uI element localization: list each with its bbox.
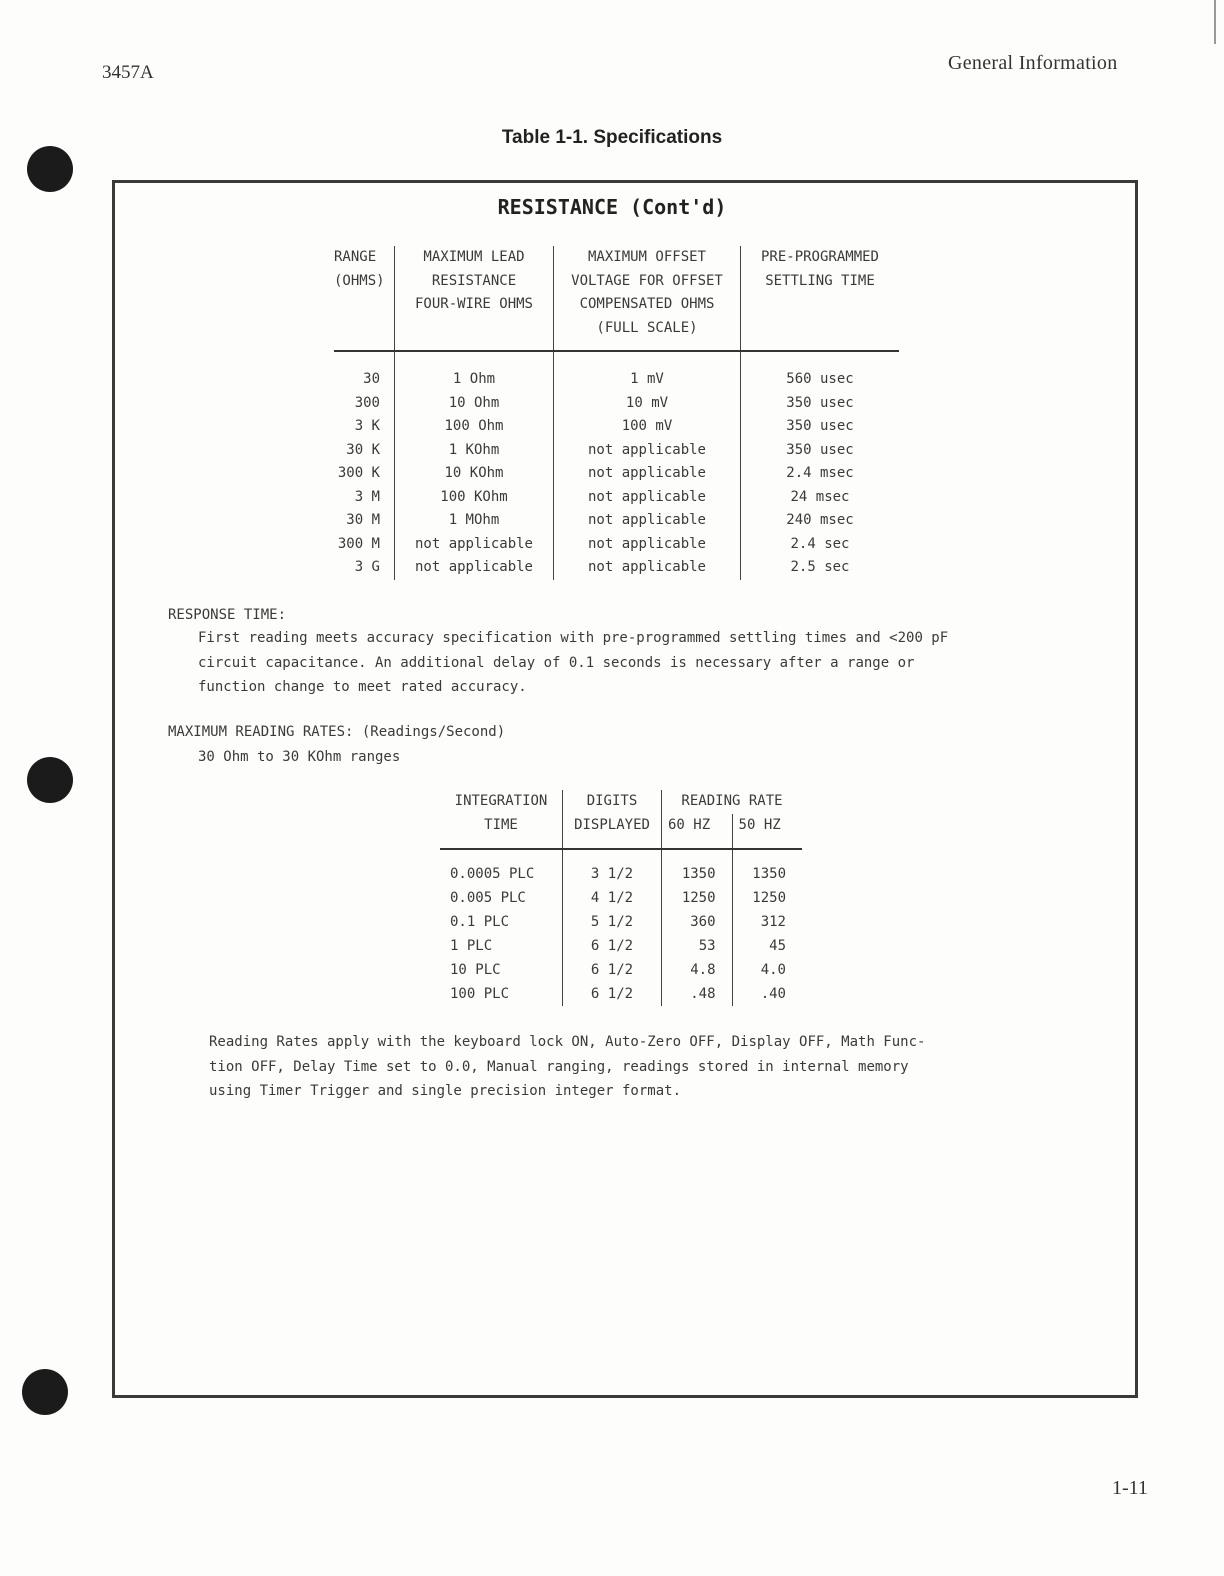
table-cell: 30 K — [346, 441, 380, 458]
note-line: Reading Rates apply with the keyboard lock ON, Auto-Zero OFF, Display OFF, Math Func- — [209, 1034, 926, 1050]
table-cell: 350 usec — [741, 415, 900, 439]
header-max-lead-resistance: MAXIMUM LEAD RESISTANCE FOUR-WIRE OHMS — [395, 246, 554, 351]
table-cell: 300 M — [337, 535, 380, 552]
table-cell: not applicable — [554, 462, 741, 486]
table-cell: 0.1 PLC — [450, 913, 510, 930]
table-cell: 3 K — [354, 418, 380, 434]
table-cell: 6 1/2 — [563, 934, 662, 958]
binder-hole-bottom — [22, 1369, 68, 1415]
binder-hole-middle — [27, 757, 73, 803]
table-cell: 6 1/2 — [563, 982, 662, 1006]
table-cell: 45 — [732, 934, 802, 958]
table-cell: 2.4 sec — [741, 533, 900, 557]
table-cell: 4 1/2 — [563, 886, 662, 910]
table-row — [334, 439, 899, 463]
table-cell: 5 1/2 — [563, 910, 662, 934]
chapter-title: General Information — [948, 52, 1118, 74]
table-cell: not applicable — [395, 556, 554, 580]
reading-rates-note — [209, 1030, 925, 1104]
table-cell: 100 PLC — [450, 985, 510, 1002]
table-cell: 2.5 sec — [741, 556, 900, 580]
table-cell: 53 — [662, 934, 733, 958]
note-line: using Timer Trigger and single precision integer format. — [209, 1083, 682, 1099]
table-cell: 30 — [363, 371, 380, 387]
table-cell: 10 KOhm — [395, 462, 554, 486]
table-cell: not applicable — [554, 556, 741, 580]
table-cell: 100 mV — [554, 415, 741, 439]
table-cell: 1 KOhm — [395, 439, 554, 463]
table-cell: not applicable — [554, 439, 741, 463]
table-cell: not applicable — [554, 486, 741, 510]
table-header-row — [334, 246, 899, 351]
table-cell: 3 G — [354, 559, 380, 575]
header-50hz: 50 HZ — [732, 814, 802, 849]
table-row — [440, 934, 802, 958]
table-cell: 10 mV — [554, 392, 741, 416]
table-cell: 1 PLC — [450, 937, 493, 954]
table-cell: not applicable — [395, 533, 554, 557]
table-cell: 2.4 msec — [741, 462, 900, 486]
response-time-text — [198, 626, 948, 700]
binder-hole-top — [27, 146, 73, 192]
table-cell: .40 — [732, 982, 802, 1006]
table-cell: 4.0 — [732, 958, 802, 982]
max-reading-rates-label: MAXIMUM READING RATES: (Readings/Second) — [168, 724, 506, 740]
table-cell: 1 Ohm — [395, 351, 554, 392]
table-cell: 10 PLC — [450, 961, 501, 978]
header-digits-displayed: DIGITS DISPLAYED — [563, 790, 662, 849]
table-cell: 0.0005 PLC — [450, 865, 535, 882]
table-cell: 312 — [732, 910, 802, 934]
response-time-line: First reading meets accuracy specification with pre-programmed settling times and <200 pF — [198, 630, 949, 646]
table-cell: 0.005 PLC — [450, 889, 526, 906]
table-cell: 100 KOhm — [395, 486, 554, 510]
header-max-offset-voltage: MAXIMUM OFFSET VOLTAGE FOR OFFSET COMPENSATED OHMS (FULL SCALE) — [554, 246, 741, 351]
table-cell: 350 usec — [741, 392, 900, 416]
table-cell: 300 — [354, 394, 380, 411]
table-cell: 1 MOhm — [395, 509, 554, 533]
response-time-label: RESPONSE TIME: — [168, 607, 287, 623]
table-row — [334, 533, 899, 557]
page-edge-mark — [1214, 0, 1216, 44]
header-reading-rate: READING RATE — [662, 790, 803, 814]
ranges-sublabel: 30 Ohm to 30 KOhm ranges — [198, 749, 401, 765]
table-cell: 240 msec — [741, 509, 900, 533]
response-time-line: circuit capacitance. An additional delay of 0.1 seconds is necessary after a range or — [198, 654, 915, 671]
header-integration-time: INTEGRATION TIME — [440, 790, 563, 849]
page-number: 1-11 — [1112, 1477, 1148, 1499]
table-cell: 1250 — [732, 886, 802, 910]
table-row — [334, 392, 899, 416]
table-cell: 1350 — [732, 849, 802, 886]
header-settling-time: PRE-PROGRAMMED SETTLING TIME — [741, 246, 900, 351]
table-row — [440, 886, 802, 910]
table-row — [440, 849, 802, 886]
table-cell: 4.8 — [662, 958, 733, 982]
table-cell: 6 1/2 — [563, 958, 662, 982]
table-cell: not applicable — [554, 533, 741, 557]
table-cell: not applicable — [554, 509, 741, 533]
table-cell: 10 Ohm — [395, 392, 554, 416]
table-cell: 24 msec — [741, 486, 900, 510]
header-range: RANGE (OHMS) — [334, 246, 395, 351]
table-row — [334, 351, 899, 392]
table-cell: 350 usec — [741, 439, 900, 463]
table-cell: 300 K — [337, 465, 380, 481]
resistance-spec-table — [334, 246, 899, 580]
header-60hz: 60 HZ — [662, 814, 733, 849]
table-row — [334, 486, 899, 510]
table-cell: 3 M — [354, 488, 380, 505]
table-caption: Table 1-1. Specifications — [501, 127, 723, 148]
table-row — [440, 982, 802, 1006]
table-cell: 1350 — [662, 849, 733, 886]
table-header-row — [440, 790, 802, 814]
table-row — [334, 509, 899, 533]
response-time-line: function change to meet rated accuracy. — [198, 679, 527, 695]
table-cell: 560 usec — [741, 351, 900, 392]
table-row — [334, 415, 899, 439]
reading-rate-table — [440, 790, 802, 1006]
table-row — [440, 910, 802, 934]
table-cell: 3 1/2 — [563, 849, 662, 886]
table-cell: 100 Ohm — [395, 415, 554, 439]
manual-model-label: 3457A — [102, 62, 154, 83]
note-line: tion OFF, Delay Time set to 0.0, Manual ranging, readings stored in internal memory — [209, 1058, 909, 1075]
table-cell: 30 M — [346, 512, 380, 528]
table-cell: 360 — [662, 910, 733, 934]
table-row — [334, 556, 899, 580]
table-row — [334, 462, 899, 486]
table-cell: 1 mV — [554, 351, 741, 392]
table-cell: .48 — [662, 982, 733, 1006]
section-title: RESISTANCE (Cont'd) — [497, 195, 727, 219]
table-row — [440, 958, 802, 982]
table-cell: 1250 — [662, 886, 733, 910]
